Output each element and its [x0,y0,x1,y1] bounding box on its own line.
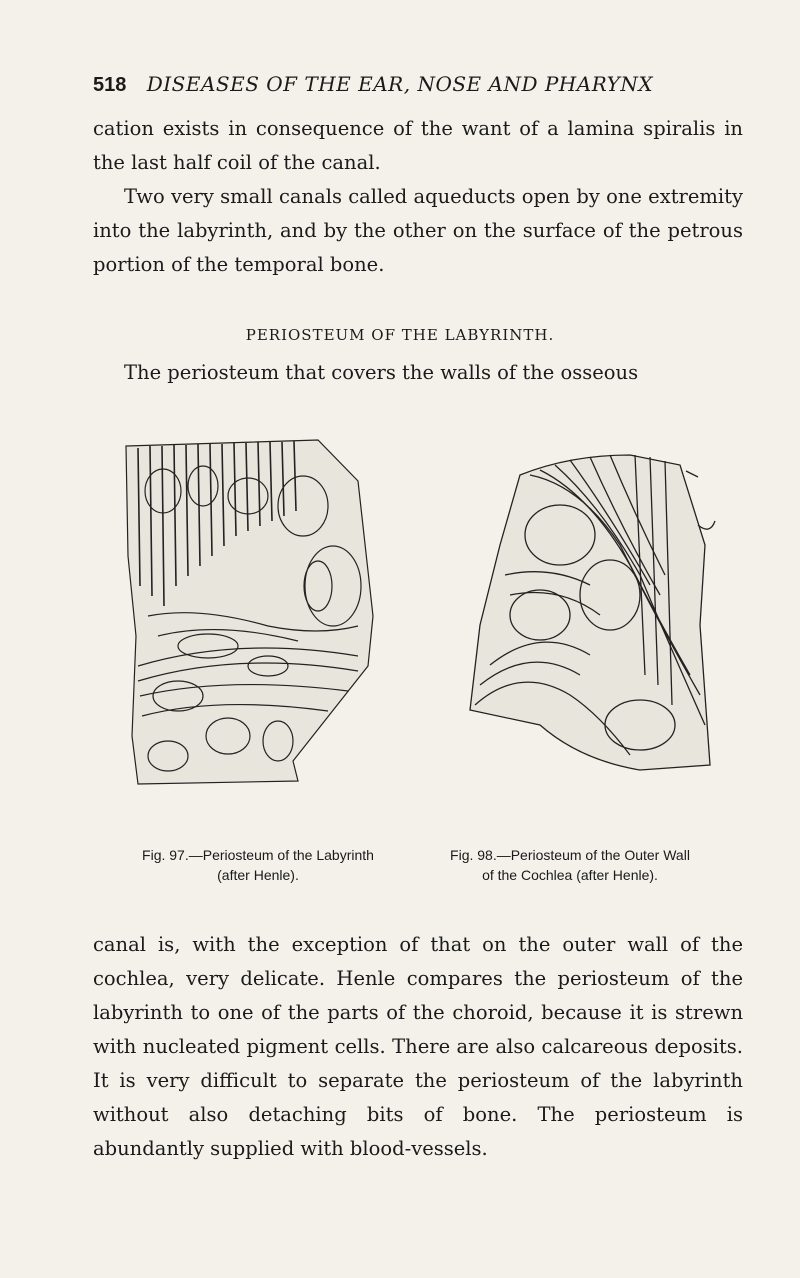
paragraph-4: canal is, with the exception of that on the outer wall of the cochlea, very delicate. Henle compares the periosteum of the labyrinth to one of the parts of the choroid, because it is strewn with nucleated pigment cells. There are also calcareous deposits. It is very difficult to separate the periosteum of the labyrinth without also detaching bits of bone. The periosteum is abundantly supplied with blood-vessels. [93,933,743,1160]
figure-98-illustration [460,425,720,780]
figure-97-caption-line2: (after Henle). [217,867,299,883]
figure-98-caption [405,845,735,885]
paragraph-3: The periosteum that covers the walls of the osseous [124,361,639,384]
figure-98-caption-line2: of the Cochlea (after Henle). [482,867,658,883]
figure-98-caption-line1: Fig. 98.—Periosteum of the Outer Wall [450,847,690,863]
paragraph-2: Two very small canals called aqueducts open by one extremity into the labyrinth, and by the other on the surface of the petrous portion of the temporal bone. [93,185,743,276]
figure-97-illustration [118,436,388,791]
section-heading: PERIOSTEUM OF THE LABYRINTH. [245,326,555,344]
paragraph-1: cation exists in consequence of the want of a lamina spiralis in the last half coil of the canal. [93,117,743,174]
figure-97-caption [113,845,403,885]
figure-97-caption-line1: Fig. 97.—Periosteum of the Labyrinth [142,847,374,863]
running-head [93,72,713,97]
running-title: DISEASES OF THE EAR, NOSE AND PHARYNX [146,72,654,96]
page-number: 518 [93,74,127,96]
